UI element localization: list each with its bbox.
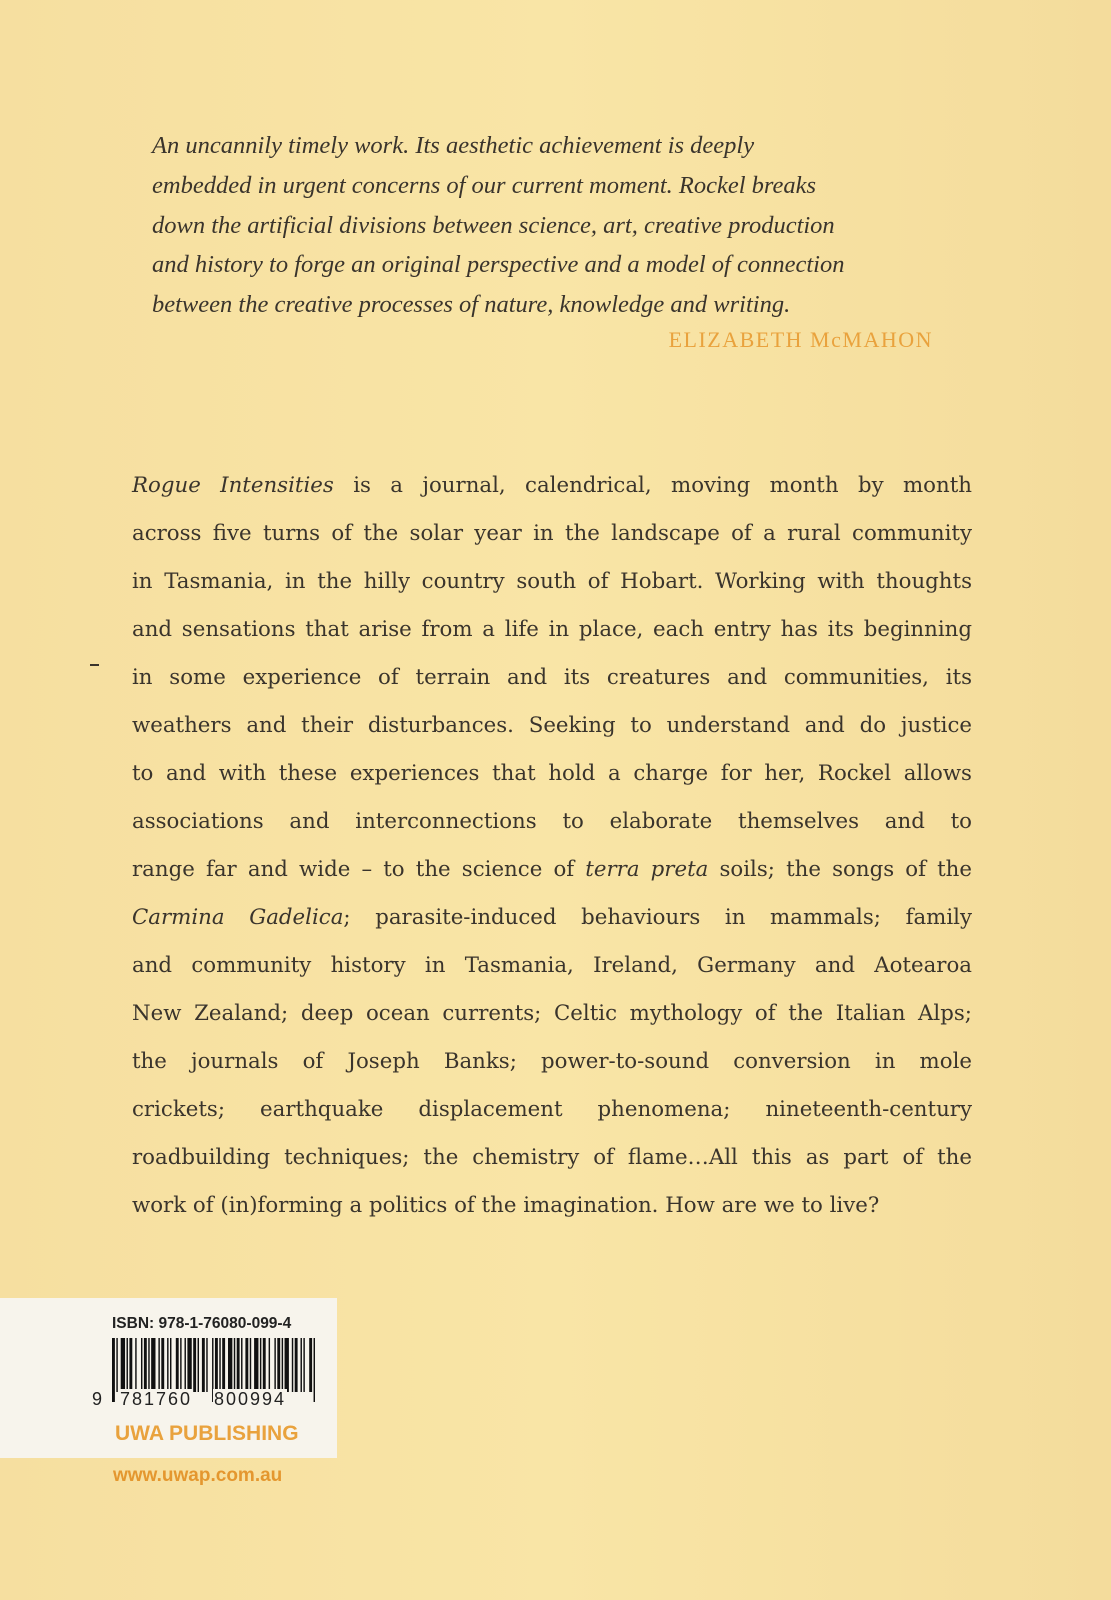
barcode-bar xyxy=(135,1338,136,1392)
barcode-bar xyxy=(292,1338,293,1392)
barcode-bar xyxy=(158,1338,159,1392)
description-text: across five turns of the solar year in the landscape of a rural community xyxy=(132,521,972,546)
quote-line: embedded in urgent concerns of our current moment. Rockel breaks xyxy=(152,171,817,199)
description-line xyxy=(132,558,972,606)
quote-attribution: ELIZABETH McMAHON xyxy=(668,327,933,352)
barcode-bar xyxy=(245,1338,248,1392)
barcode-digits-left: 781760 xyxy=(120,1389,193,1409)
isbn-label: ISBN: 978-1-76080-099-4 xyxy=(112,1315,292,1332)
description-text: the journals of Joseph Banks; power-to-sound conversion in mole xyxy=(132,1049,972,1074)
barcode-bar xyxy=(193,1338,196,1392)
quote-line: down the artificial divisions between science, art, creative production xyxy=(152,211,835,239)
barcode-bar xyxy=(301,1338,302,1392)
description-text: soils; the songs of the xyxy=(708,857,972,882)
description-line xyxy=(132,1086,972,1134)
barcode-bar xyxy=(295,1338,298,1392)
description-line xyxy=(132,654,972,702)
barcode-bar xyxy=(222,1338,225,1392)
description-text: New Zealand; deep ocean currents; Celtic mythology of the Italian Alps; xyxy=(132,1001,972,1026)
description-text: in some experience of terrain and its creatures and communities, its xyxy=(132,665,972,690)
description-text: to and with these experiences that hold a charge for her, Rockel allows xyxy=(132,761,972,786)
quote-line: and history to forge an original perspective and a model of connection xyxy=(152,251,845,279)
description-line xyxy=(132,846,972,894)
barcode-bar xyxy=(314,1338,315,1402)
description-line xyxy=(132,510,972,558)
description-text: and sensations that arise from a life in place, each entry has its beginning xyxy=(132,617,972,642)
publisher-website[interactable]: www.uwap.com.au xyxy=(113,1465,283,1486)
endorsement-quote xyxy=(152,126,952,325)
description-line xyxy=(132,894,972,942)
barcode-bar xyxy=(206,1338,207,1392)
description-text: associations and interconnections to elaborate themselves and to xyxy=(132,809,972,834)
quote-line: between the creative processes of nature, knowledge and writing. xyxy=(152,291,791,319)
barcode-bar xyxy=(176,1338,179,1392)
barcode-bar xyxy=(161,1338,164,1392)
barcode-bar xyxy=(180,1338,181,1392)
description-line xyxy=(132,606,972,654)
barcode-bar xyxy=(141,1338,142,1392)
description-line xyxy=(132,702,972,750)
barcode-bar xyxy=(127,1338,128,1392)
barcode-bar xyxy=(148,1338,149,1392)
barcode-digit-first: 9 xyxy=(92,1389,103,1409)
barcode-bar xyxy=(309,1338,312,1392)
barcode-bar xyxy=(151,1338,155,1392)
quote-line: An uncannily timely work. Its aesthetic achievement is deeply xyxy=(152,132,755,159)
description-line xyxy=(132,462,972,510)
barcode-bar xyxy=(285,1338,289,1392)
description-line xyxy=(132,798,972,846)
description-text: in Tasmania, in the hilly country south of Hobart. Working with thoughts xyxy=(132,569,972,594)
barcode-bar xyxy=(250,1338,251,1392)
barcode-bar xyxy=(167,1338,168,1392)
barcode-bar xyxy=(269,1338,270,1392)
barcode-bar xyxy=(219,1338,220,1392)
description-text: weathers and their disturbances. Seeking to understand and do justice xyxy=(132,713,972,738)
description-line xyxy=(132,990,972,1038)
barcode-bar xyxy=(116,1338,117,1392)
barcode-bar xyxy=(170,1338,171,1392)
barcode-digits-right: 800994 xyxy=(214,1389,287,1409)
description-line xyxy=(132,942,972,990)
barcode-bar xyxy=(274,1338,275,1392)
barcode-bar xyxy=(277,1338,280,1392)
description-line xyxy=(132,1134,972,1182)
barcode-bar xyxy=(282,1338,283,1392)
description-text: is a journal, calendrical, moving month by month xyxy=(333,473,972,498)
description-text: range far and wide – to the science of xyxy=(132,857,586,882)
barcode-bar xyxy=(228,1338,232,1392)
description-text: and community history in Tasmania, Ireland, Germany and Aotearoa xyxy=(132,953,972,978)
barcode-bar xyxy=(185,1338,186,1392)
barcode-bar xyxy=(254,1338,258,1392)
barcode-bar xyxy=(112,1338,115,1402)
stray-mark xyxy=(90,664,99,666)
barcode-bar xyxy=(260,1338,261,1392)
description-text: work of (in)forming a politics of the imagination. How are we to live? xyxy=(132,1193,880,1218)
description-line xyxy=(132,1182,972,1230)
barcode-bar xyxy=(198,1338,199,1392)
description-text: roadbuilding techniques; the chemistry of flame…All this as part of the xyxy=(132,1145,972,1170)
publisher-name: UWA PUBLISHING xyxy=(115,1422,299,1445)
barcode-bar xyxy=(234,1338,235,1392)
italic-title-text: terra preta xyxy=(585,857,709,882)
barcode-bar xyxy=(202,1338,205,1392)
description-line xyxy=(132,1038,972,1086)
barcode-bar xyxy=(303,1338,304,1392)
barcode-bar xyxy=(187,1338,191,1392)
barcode-bar xyxy=(121,1338,125,1392)
description-text: crickets; earthquake displacement phenomena; nineteenth-century xyxy=(132,1097,972,1122)
barcode-bar xyxy=(144,1338,147,1392)
barcode-bar xyxy=(129,1338,132,1392)
italic-title-text: Rogue Intensities xyxy=(132,473,334,498)
italic-title-text: Carmina Gadelica xyxy=(132,905,344,930)
barcode-bar xyxy=(237,1338,240,1392)
barcode-bar xyxy=(241,1338,242,1392)
description-line xyxy=(132,750,972,798)
description-text: ; parasite-induced behaviours in mammals; family xyxy=(343,905,972,930)
barcode-bar xyxy=(263,1338,266,1392)
book-description xyxy=(132,462,972,1230)
